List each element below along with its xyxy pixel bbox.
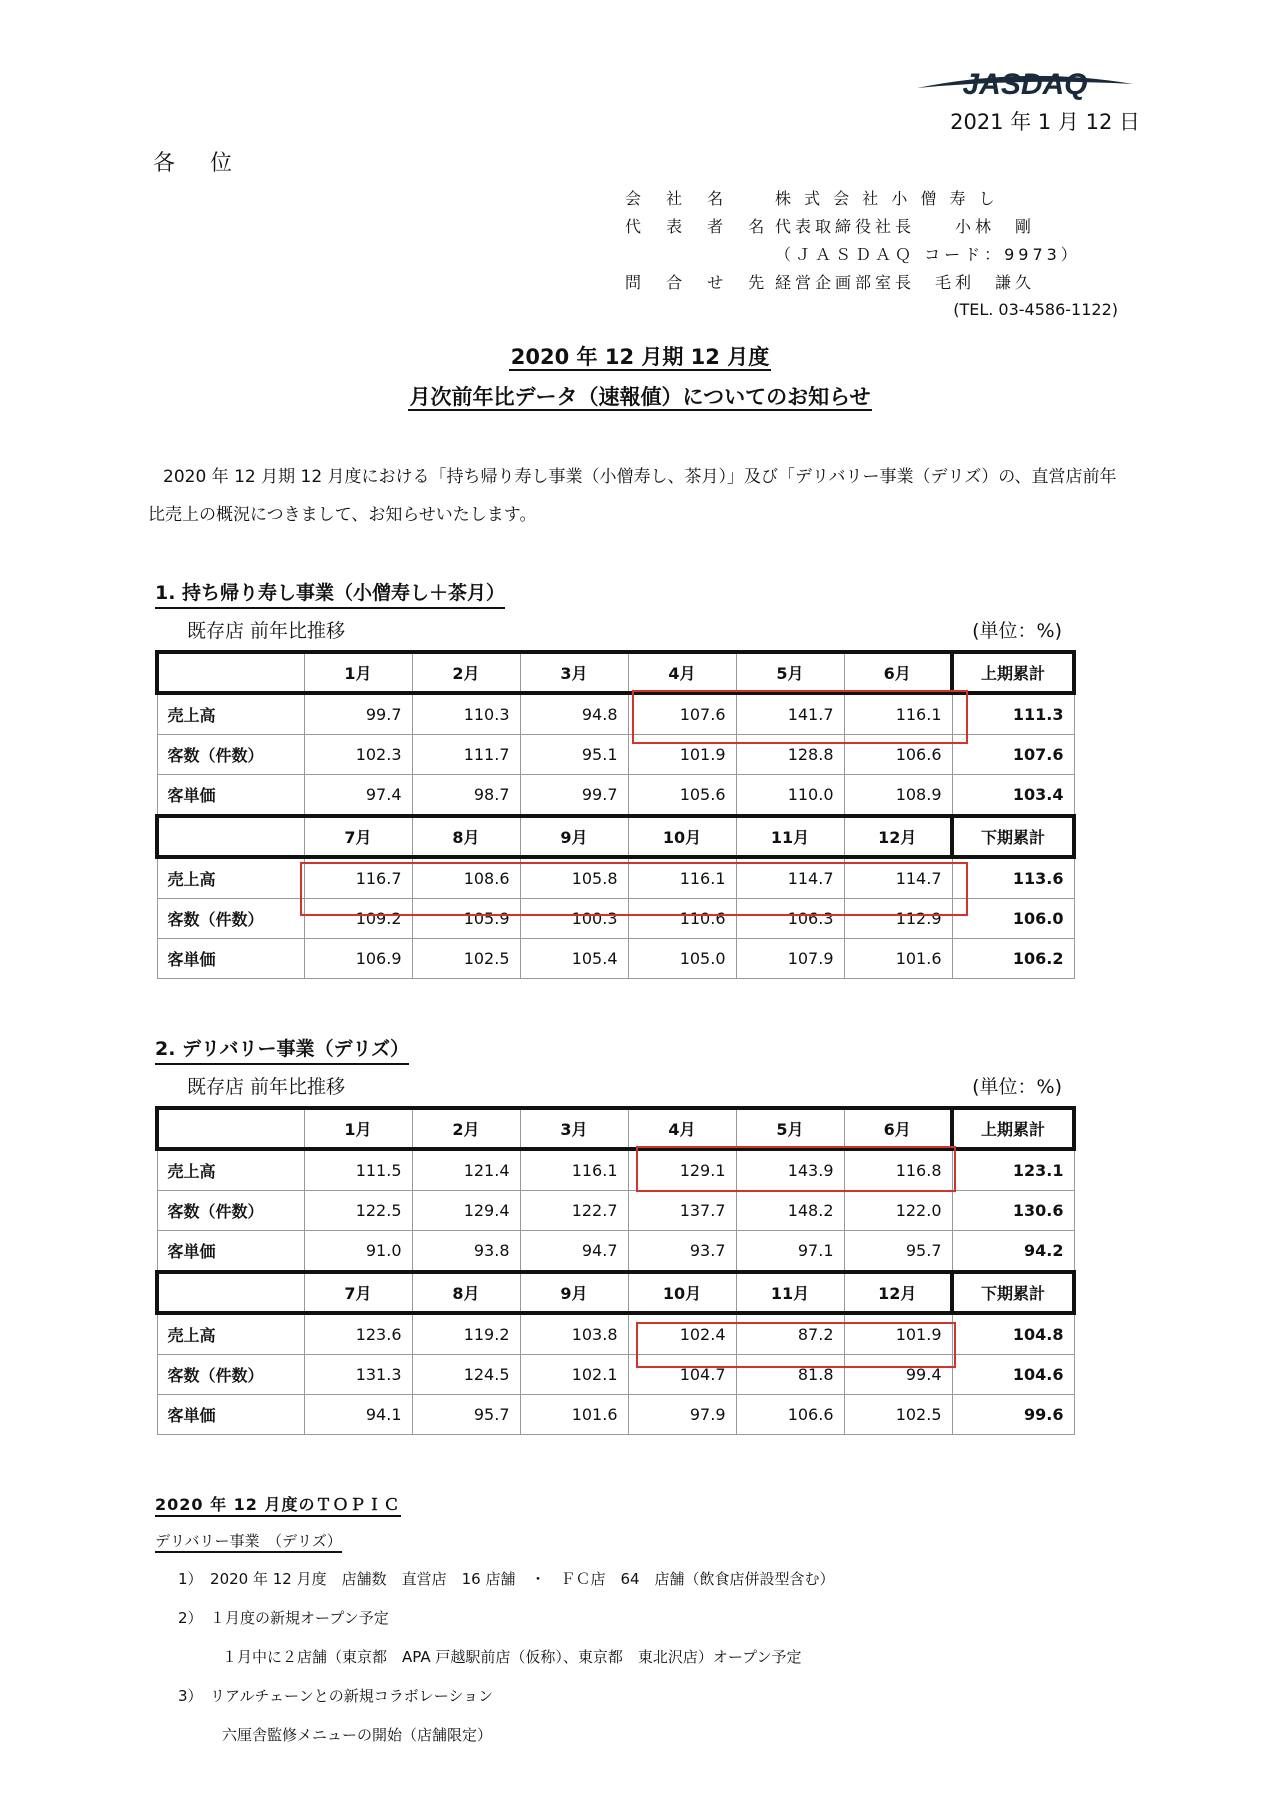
header-cell: 10月: [628, 1272, 736, 1313]
cumulative-cell: 106.2: [952, 939, 1074, 979]
header-cell: [157, 1272, 304, 1313]
company-label: 会 社 名: [625, 189, 734, 208]
table-cell: 100.3: [520, 899, 628, 939]
header-cell: 6月: [844, 652, 952, 693]
table-cell: 97.1: [736, 1231, 844, 1273]
table-cell: 95.1: [520, 735, 628, 775]
table-cell: 114.7: [736, 857, 844, 899]
table-cell: 111.5: [304, 1149, 412, 1191]
header-cell: 7月: [304, 1272, 412, 1313]
cumulative-cell: 99.6: [952, 1395, 1074, 1435]
header-cell: 1月: [304, 1108, 412, 1149]
table-cell: 105.8: [520, 857, 628, 899]
cumulative-cell: 94.2: [952, 1231, 1074, 1273]
table-cell: 93.8: [412, 1231, 520, 1273]
topic-item: 2） １月度の新規オープン予定: [178, 1609, 389, 1627]
table-cell: 109.2: [304, 899, 412, 939]
table-cell: 122.7: [520, 1191, 628, 1231]
table-cell: 107.9: [736, 939, 844, 979]
table-cell: 106.9: [304, 939, 412, 979]
title-line-1-text: 2020 年 12 月期 12 月度: [510, 345, 770, 369]
header-cell: 上期累計: [952, 652, 1074, 693]
topic-item: 1） 2020 年 12 月度 店舗数 直営店 16 店舗 ・ ＦＣ店 64 店舗（飲食店併設型含む）: [178, 1570, 835, 1588]
header-cell: 5月: [736, 1108, 844, 1149]
table-cell: 116.1: [844, 693, 952, 735]
topic-subheading: デリバリー事業 （デリズ）: [155, 1530, 342, 1553]
header-cell: 11月: [736, 816, 844, 857]
table-cell: 98.7: [412, 775, 520, 817]
table-cell: 137.7: [628, 1191, 736, 1231]
cumulative-cell: 107.6: [952, 735, 1074, 775]
header-cell: 下期累計: [952, 816, 1074, 857]
cumulative-cell: 111.3: [952, 693, 1074, 735]
table-cell: 110.0: [736, 775, 844, 817]
cumulative-cell: 104.8: [952, 1313, 1074, 1355]
table-cell: 91.0: [304, 1231, 412, 1273]
row-label: 客単価: [157, 939, 304, 979]
header-cell: 12月: [844, 816, 952, 857]
title-line-2-text: 月次前年比データ（速報値）についてのお知らせ: [409, 385, 871, 409]
header-cell: 上期累計: [952, 1108, 1074, 1149]
cumulative-cell: 130.6: [952, 1191, 1074, 1231]
header-cell: 2月: [412, 652, 520, 693]
contact-row: [625, 269, 1081, 297]
table-cell: 105.4: [520, 939, 628, 979]
section-1-unit: (単位：%): [972, 620, 1062, 642]
table-cell: 97.4: [304, 775, 412, 817]
table-cell: 116.7: [304, 857, 412, 899]
section-2-subtitle: 既存店 前年比推移: [187, 1076, 346, 1098]
row-label: 客数（件数）: [157, 899, 304, 939]
table-cell: 119.2: [412, 1313, 520, 1355]
header-cell: 5月: [736, 652, 844, 693]
header-cell: 9月: [520, 816, 628, 857]
table-cell: 101.9: [844, 1313, 952, 1355]
table-cell: 81.8: [736, 1355, 844, 1395]
header-cell: 9月: [520, 1272, 628, 1313]
table-cell: 148.2: [736, 1191, 844, 1231]
table-header-row: [157, 1108, 1074, 1149]
recipients: 各 位: [153, 151, 246, 176]
row-label: 客数（件数）: [157, 735, 304, 775]
table-cell: 123.6: [304, 1313, 412, 1355]
representative-row: [625, 213, 1081, 241]
header-cell: 11月: [736, 1272, 844, 1313]
table-row: [157, 939, 1074, 979]
table-cell: 95.7: [412, 1395, 520, 1435]
table-cell: 106.3: [736, 899, 844, 939]
table-cell: 94.7: [520, 1231, 628, 1273]
row-label: 売上高: [157, 1313, 304, 1355]
table-cell: 94.1: [304, 1395, 412, 1435]
table-cell: 111.7: [412, 735, 520, 775]
header-cell: 7月: [304, 816, 412, 857]
contact-label: 問 合 せ 先: [625, 273, 775, 292]
table-cell: 122.0: [844, 1191, 952, 1231]
representative-value: 代表取締役社長 小林 剛: [775, 217, 1036, 236]
header-cell: 6月: [844, 1108, 952, 1149]
header-cell: 1月: [304, 652, 412, 693]
row-label: 客単価: [157, 775, 304, 817]
company-value: 株 式 会 社 小 僧 寿 し: [775, 189, 999, 208]
jasdaq-logo: [915, 58, 1135, 104]
table-cell: 114.7: [844, 857, 952, 899]
table-cell: 105.9: [412, 899, 520, 939]
row-label: 客数（件数）: [157, 1355, 304, 1395]
header-cell: 3月: [520, 1108, 628, 1149]
table-cell: 121.4: [412, 1149, 520, 1191]
table-cell: 106.6: [736, 1395, 844, 1435]
table-cell: 107.6: [628, 693, 736, 735]
row-label: 売上高: [157, 1149, 304, 1191]
header-cell: 3月: [520, 652, 628, 693]
table-cell: 116.8: [844, 1149, 952, 1191]
table-cell: 131.3: [304, 1355, 412, 1395]
cumulative-cell: 123.1: [952, 1149, 1074, 1191]
table-cell: 110.3: [412, 693, 520, 735]
table-cell: 105.0: [628, 939, 736, 979]
header-cell: 8月: [412, 1272, 520, 1313]
contact-value: 経営企画部室長 毛利 謙久: [775, 273, 1036, 292]
table-cell: 116.1: [520, 1149, 628, 1191]
row-label: 売上高: [157, 857, 304, 899]
table-cell: 101.9: [628, 735, 736, 775]
section-1-subtitle: 既存店 前年比推移: [187, 620, 346, 642]
highlight-box: [300, 862, 968, 916]
row-label: 客数（件数）: [157, 1191, 304, 1231]
table-cell: 87.2: [736, 1313, 844, 1355]
telephone: (TEL. 03-4586-1122): [953, 300, 1118, 319]
table-header-row: [157, 652, 1074, 693]
table-cell: 129.4: [412, 1191, 520, 1231]
table-header-row: [157, 1272, 1074, 1313]
header-cell: [157, 652, 304, 693]
topic-item: 六厘舎監修メニューの開始（店舗限定）: [222, 1726, 493, 1744]
header-cell: 4月: [628, 652, 736, 693]
table-cell: 93.7: [628, 1231, 736, 1273]
table-cell: 103.8: [520, 1313, 628, 1355]
title-line-1: [0, 341, 1280, 371]
highlight-box: [636, 1322, 956, 1368]
topic-item: １月中に２店舗（東京都 APA 戸越駅前店（仮称）、東京都 東北沢店）オープン予定: [222, 1648, 802, 1666]
table-row: [157, 775, 1074, 817]
logo-text: JASDAQ: [962, 68, 1088, 101]
table-cell: 102.4: [628, 1313, 736, 1355]
table-cell: 102.3: [304, 735, 412, 775]
table-cell: 110.6: [628, 899, 736, 939]
table-cell: 102.5: [844, 1395, 952, 1435]
table-cell: 102.5: [412, 939, 520, 979]
table-cell: 124.5: [412, 1355, 520, 1395]
cumulative-cell: 113.6: [952, 857, 1074, 899]
table-cell: 108.9: [844, 775, 952, 817]
cumulative-cell: 103.4: [952, 775, 1074, 817]
table-cell: 104.7: [628, 1355, 736, 1395]
table-cell: 101.6: [520, 1395, 628, 1435]
table-cell: 97.9: [628, 1395, 736, 1435]
table-row: [157, 1231, 1074, 1273]
header-cell: [157, 1108, 304, 1149]
table-cell: 122.5: [304, 1191, 412, 1231]
intro-paragraph: 2020 年 12 月期 12 月度における「持ち帰り寿し事業（小僧寿し、茶月）」及び「デリバリー事業（デリズ）の、直営店前年比売上の概況につきまして、お知らせいたします。: [148, 467, 1117, 525]
cumulative-cell: 106.0: [952, 899, 1074, 939]
highlight-box: [636, 1146, 956, 1192]
header-cell: 12月: [844, 1272, 952, 1313]
table-cell: 99.7: [304, 693, 412, 735]
header-cell: 10月: [628, 816, 736, 857]
header-cell: 2月: [412, 1108, 520, 1149]
table-cell: 106.6: [844, 735, 952, 775]
highlight-box: [632, 690, 968, 744]
table-cell: 99.4: [844, 1355, 952, 1395]
section-1-heading: 1. 持ち帰り寿し事業（小僧寿し＋茶月）: [155, 578, 505, 609]
row-label: 客単価: [157, 1231, 304, 1273]
table-cell: 95.7: [844, 1231, 952, 1273]
table-cell: 112.9: [844, 899, 952, 939]
table-cell: 129.1: [628, 1149, 736, 1191]
table-cell: 102.1: [520, 1355, 628, 1395]
company-info: [625, 185, 1081, 297]
document-date: 2021 年 1 月 12 日: [950, 110, 1140, 134]
table-cell: 108.6: [412, 857, 520, 899]
header-cell: 8月: [412, 816, 520, 857]
table-cell: 141.7: [736, 693, 844, 735]
table-cell: 143.9: [736, 1149, 844, 1191]
section-2-unit: (単位：%): [972, 1076, 1062, 1098]
header-cell: 下期累計: [952, 1272, 1074, 1313]
header-cell: [157, 816, 304, 857]
table-cell: 105.6: [628, 775, 736, 817]
jasdaq-code: （ＪＡＳＤＡＱ コード：9973）: [775, 245, 1081, 264]
representative-label: 代 表 者 名: [625, 217, 775, 236]
table-cell: 116.1: [628, 857, 736, 899]
code-row: [625, 241, 1081, 269]
table-cell: 101.6: [844, 939, 952, 979]
company-row: [625, 185, 1081, 213]
row-label: 売上高: [157, 693, 304, 735]
table-cell: 99.7: [520, 775, 628, 817]
topic-heading: 2020 年 12 月度のＴＯＰＩＣ: [155, 1492, 401, 1517]
section-2-heading: 2. デリバリー事業（デリズ）: [155, 1034, 409, 1065]
table-row: [157, 1191, 1074, 1231]
table-cell: 94.8: [520, 693, 628, 735]
topic-item: 3） リアルチェーンとの新規コラボレーション: [178, 1687, 494, 1705]
table-header-row: [157, 816, 1074, 857]
row-label: 客単価: [157, 1395, 304, 1435]
cumulative-cell: 104.6: [952, 1355, 1074, 1395]
header-cell: 4月: [628, 1108, 736, 1149]
table-cell: 128.8: [736, 735, 844, 775]
title-line-2: [0, 381, 1280, 411]
table-row: [157, 1395, 1074, 1435]
